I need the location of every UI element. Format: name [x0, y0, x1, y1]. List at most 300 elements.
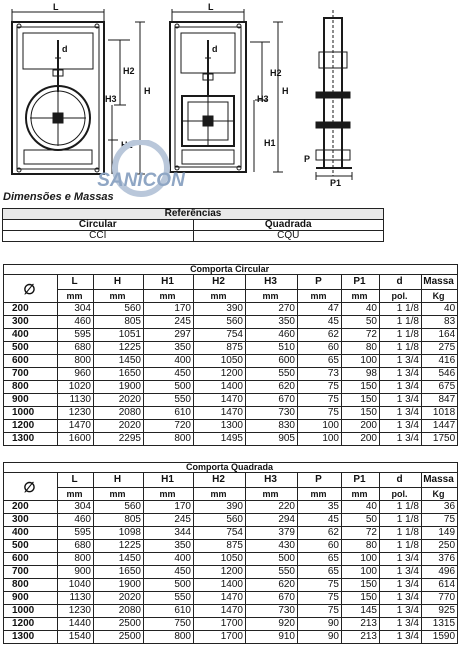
table-cell: 1470 — [194, 605, 246, 618]
table-cell: 90 — [298, 618, 342, 631]
square-column-header: H2 — [194, 473, 246, 488]
table-row — [4, 527, 458, 540]
references-table — [2, 208, 384, 242]
table-cell: 1470 — [194, 394, 246, 407]
table-cell: 2080 — [94, 605, 144, 618]
table-cell: 1400 — [194, 579, 246, 592]
table-cell: 75 — [298, 605, 342, 618]
table-cell: 800 — [58, 553, 94, 566]
table-cell: 1225 — [94, 342, 144, 355]
table-row — [4, 433, 458, 446]
table-cell: 1230 — [58, 407, 94, 420]
table-cell: 847 — [422, 394, 458, 407]
table-cell: 62 — [298, 527, 342, 540]
table-cell: 1700 — [194, 618, 246, 631]
table-cell: 50 — [342, 316, 380, 329]
table-cell: 1650 — [94, 566, 144, 579]
table-cell: 1450 — [94, 553, 144, 566]
table-cell: 1540 — [58, 631, 94, 644]
nominal-diameter-cell: 600 — [4, 553, 58, 566]
reference-label-circular: Circular — [3, 220, 194, 231]
square-column-header: P — [298, 473, 342, 488]
nominal-diameter-cell: 1200 — [4, 618, 58, 631]
table-cell: 350 — [144, 342, 194, 355]
table-cell: 35 — [298, 501, 342, 514]
table-cell: 560 — [194, 514, 246, 527]
table-cell: 1 1/8 — [380, 303, 422, 316]
table-cell: 2080 — [94, 407, 144, 420]
table-cell: 75 — [298, 394, 342, 407]
circular-column-header: P1 — [342, 275, 380, 290]
table-cell: 610 — [144, 407, 194, 420]
table-cell: 2020 — [94, 420, 144, 433]
table-cell: 72 — [342, 527, 380, 540]
circular-column-header: H2 — [194, 275, 246, 290]
nominal-diameter-cell: 600 — [4, 355, 58, 368]
table-cell: 2500 — [94, 618, 144, 631]
table-cell: 750 — [144, 618, 194, 631]
nominal-diameter-cell: 500 — [4, 342, 58, 355]
table-cell: 546 — [422, 368, 458, 381]
reference-code-square: CQU — [193, 231, 384, 242]
nominal-diameter-cell: 200 — [4, 303, 58, 316]
dim-label-P: P — [304, 154, 311, 164]
table-cell: 1018 — [422, 407, 458, 420]
square-table-caption: Comporta Quadrada — [4, 463, 458, 473]
table-cell: 45 — [298, 514, 342, 527]
table-cell: 1020 — [58, 381, 94, 394]
table-cell: 754 — [194, 329, 246, 342]
table-cell: 98 — [342, 368, 380, 381]
table-cell: 1 1/8 — [380, 342, 422, 355]
nominal-diameter-cell: 1000 — [4, 605, 58, 618]
circular-unit-cell: mm — [194, 290, 246, 303]
table-cell: 150 — [342, 381, 380, 394]
dim-label-P1: P1 — [330, 178, 342, 188]
circular-unit-cell: Kg — [422, 290, 458, 303]
table-row — [4, 631, 458, 644]
square-unit-cell: mm — [342, 488, 380, 501]
nominal-diameter-cell: 1000 — [4, 407, 58, 420]
table-cell: 213 — [342, 631, 380, 644]
nominal-diameter-cell: 400 — [4, 527, 58, 540]
table-cell: 1 1/8 — [380, 514, 422, 527]
table-cell: 560 — [94, 303, 144, 316]
table-cell: 390 — [194, 501, 246, 514]
table-cell: 680 — [58, 342, 94, 355]
dim-label-H1-square: H1 — [264, 138, 276, 148]
table-cell: 805 — [94, 316, 144, 329]
table-row — [4, 329, 458, 342]
nominal-diameter-cell: 300 — [4, 316, 58, 329]
square-table-body — [4, 501, 458, 644]
table-row — [4, 618, 458, 631]
reference-code-circular: CCI — [3, 231, 194, 242]
table-cell: 150 — [342, 579, 380, 592]
table-cell: 1590 — [422, 631, 458, 644]
square-unit-cell: Kg — [422, 488, 458, 501]
table-cell: 297 — [144, 329, 194, 342]
table-cell: 1200 — [194, 368, 246, 381]
table-cell: 170 — [144, 303, 194, 316]
square-column-header: H — [94, 473, 144, 488]
table-cell: 75 — [298, 407, 342, 420]
table-cell: 560 — [194, 316, 246, 329]
table-cell: 730 — [246, 605, 298, 618]
table-cell: 40 — [342, 303, 380, 316]
table-cell: 150 — [342, 592, 380, 605]
square-column-header: H1 — [144, 473, 194, 488]
table-cell: 910 — [246, 631, 298, 644]
nominal-diameter-cell: 700 — [4, 368, 58, 381]
square-unit-cell: mm — [246, 488, 298, 501]
table-cell: 164 — [422, 329, 458, 342]
table-cell: 75 — [298, 592, 342, 605]
circular-column-header: Massa — [422, 275, 458, 290]
table-cell: 670 — [246, 592, 298, 605]
nominal-diameter-cell: 900 — [4, 394, 58, 407]
references-title: Referências — [3, 209, 384, 220]
square-column-header: P1 — [342, 473, 380, 488]
table-cell: 875 — [194, 342, 246, 355]
table-cell: 100 — [298, 420, 342, 433]
table-cell: 1440 — [58, 618, 94, 631]
table-cell: 1098 — [94, 527, 144, 540]
table-cell: 600 — [246, 355, 298, 368]
table-cell: 2020 — [94, 592, 144, 605]
circular-diameter-header: ∅ — [4, 275, 58, 303]
nominal-diameter-cell: 1300 — [4, 631, 58, 644]
table-cell: 294 — [246, 514, 298, 527]
table-cell: 1 1/8 — [380, 316, 422, 329]
table-cell: 830 — [246, 420, 298, 433]
dim-label-d: d — [62, 44, 68, 54]
table-cell: 100 — [342, 355, 380, 368]
table-cell: 550 — [246, 566, 298, 579]
table-cell: 2295 — [94, 433, 144, 446]
table-row — [4, 394, 458, 407]
table-cell: 100 — [298, 433, 342, 446]
dim-label-H2: H2 — [123, 66, 135, 76]
square-column-header: d — [380, 473, 422, 488]
table-cell: 416 — [422, 355, 458, 368]
circular-header-row — [4, 275, 458, 290]
table-cell: 620 — [246, 579, 298, 592]
table-cell: 875 — [194, 540, 246, 553]
table-cell: 770 — [422, 592, 458, 605]
dim-label-d-square: d — [212, 44, 218, 54]
table-cell: 960 — [58, 368, 94, 381]
table-row — [4, 566, 458, 579]
table-cell: 350 — [246, 316, 298, 329]
table-cell: 304 — [58, 303, 94, 316]
nominal-diameter-cell: 400 — [4, 329, 58, 342]
circular-column-header: H — [94, 275, 144, 290]
square-unit-cell: mm — [94, 488, 144, 501]
square-gate-table — [3, 462, 458, 644]
table-cell: 75 — [298, 579, 342, 592]
table-cell: 560 — [94, 501, 144, 514]
nominal-diameter-cell: 800 — [4, 381, 58, 394]
table-cell: 73 — [298, 368, 342, 381]
table-cell: 1 1/8 — [380, 501, 422, 514]
circular-table-caption: Comporta Circular — [4, 265, 458, 275]
dim-label-H3: H3 — [105, 94, 117, 104]
technical-drawings — [0, 0, 460, 190]
table-cell: 1225 — [94, 540, 144, 553]
table-cell: 379 — [246, 527, 298, 540]
table-row — [4, 303, 458, 316]
table-cell: 1 3/4 — [380, 368, 422, 381]
table-cell: 1400 — [194, 381, 246, 394]
square-column-header: Massa — [422, 473, 458, 488]
table-cell: 47 — [298, 303, 342, 316]
table-cell: 80 — [342, 540, 380, 553]
dim-label-H2-square: H2 — [270, 68, 282, 78]
table-cell: 350 — [144, 540, 194, 553]
table-cell: 1470 — [58, 420, 94, 433]
section-title: Dimensões e Massas — [3, 191, 114, 203]
circular-unit-cell: mm — [246, 290, 298, 303]
table-cell: 40 — [422, 303, 458, 316]
table-cell: 75 — [298, 381, 342, 394]
nominal-diameter-cell: 900 — [4, 592, 58, 605]
table-cell: 1 3/4 — [380, 605, 422, 618]
table-cell: 595 — [58, 527, 94, 540]
table-cell: 1 1/8 — [380, 527, 422, 540]
square-unit-cell: mm — [58, 488, 94, 501]
table-cell: 460 — [58, 316, 94, 329]
table-cell: 1 3/4 — [380, 618, 422, 631]
table-cell: 150 — [342, 407, 380, 420]
table-cell: 75 — [422, 514, 458, 527]
table-cell: 304 — [58, 501, 94, 514]
table-cell: 900 — [58, 566, 94, 579]
reference-label-square: Quadrada — [193, 220, 384, 231]
square-header-row — [4, 473, 458, 488]
nominal-diameter-cell: 800 — [4, 579, 58, 592]
table-cell: 720 — [144, 420, 194, 433]
table-cell: 500 — [144, 579, 194, 592]
table-cell: 1130 — [58, 394, 94, 407]
table-cell: 344 — [144, 527, 194, 540]
table-cell: 2500 — [94, 631, 144, 644]
square-unit-cell: mm — [144, 488, 194, 501]
table-cell: 65 — [298, 566, 342, 579]
table-cell: 40 — [342, 501, 380, 514]
table-cell: 450 — [144, 566, 194, 579]
table-cell: 80 — [342, 342, 380, 355]
square-column-header: L — [58, 473, 94, 488]
table-cell: 72 — [342, 329, 380, 342]
table-cell: 1495 — [194, 433, 246, 446]
table-cell: 730 — [246, 407, 298, 420]
table-cell: 905 — [246, 433, 298, 446]
table-row — [4, 553, 458, 566]
table-cell: 1 3/4 — [380, 592, 422, 605]
table-cell: 1300 — [194, 420, 246, 433]
circular-table-body — [4, 303, 458, 446]
circular-unit-cell: pol. — [380, 290, 422, 303]
circular-column-header: P — [298, 275, 342, 290]
table-cell: 145 — [342, 605, 380, 618]
circular-gate-table — [3, 264, 458, 446]
table-cell: 275 — [422, 342, 458, 355]
table-cell: 45 — [298, 316, 342, 329]
table-cell: 83 — [422, 316, 458, 329]
table-row — [4, 355, 458, 368]
table-cell: 270 — [246, 303, 298, 316]
square-diameter-header: ∅ — [4, 473, 58, 501]
table-cell: 200 — [342, 433, 380, 446]
table-row — [4, 368, 458, 381]
table-row — [4, 407, 458, 420]
nominal-diameter-cell: 700 — [4, 566, 58, 579]
table-cell: 1051 — [94, 329, 144, 342]
table-cell: 500 — [246, 553, 298, 566]
circular-unit-cell: mm — [342, 290, 380, 303]
table-cell: 1650 — [94, 368, 144, 381]
table-cell: 245 — [144, 316, 194, 329]
table-cell: 1 3/4 — [380, 579, 422, 592]
table-cell: 1600 — [58, 433, 94, 446]
table-cell: 1 1/8 — [380, 540, 422, 553]
table-cell: 65 — [298, 355, 342, 368]
circular-column-header: L — [58, 275, 94, 290]
dim-label-L: L — [53, 2, 59, 12]
table-cell: 100 — [342, 553, 380, 566]
table-cell: 400 — [144, 553, 194, 566]
circular-unit-cell: mm — [298, 290, 342, 303]
table-row — [4, 381, 458, 394]
table-cell: 620 — [246, 381, 298, 394]
table-cell: 1 1/8 — [380, 329, 422, 342]
table-cell: 496 — [422, 566, 458, 579]
square-column-header: H3 — [246, 473, 298, 488]
table-cell: 390 — [194, 303, 246, 316]
table-cell: 460 — [58, 514, 94, 527]
table-cell: 510 — [246, 342, 298, 355]
nominal-diameter-cell: 200 — [4, 501, 58, 514]
table-cell: 550 — [144, 394, 194, 407]
square-unit-cell: mm — [194, 488, 246, 501]
table-cell: 595 — [58, 329, 94, 342]
drawings-svg — [0, 0, 460, 190]
nominal-diameter-cell: 1200 — [4, 420, 58, 433]
table-cell: 60 — [298, 342, 342, 355]
table-cell: 245 — [144, 514, 194, 527]
table-cell: 400 — [144, 355, 194, 368]
square-unit-row — [4, 488, 458, 501]
table-cell: 1230 — [58, 605, 94, 618]
table-cell: 100 — [342, 566, 380, 579]
table-cell: 376 — [422, 553, 458, 566]
table-cell: 925 — [422, 605, 458, 618]
circular-unit-cell: mm — [58, 290, 94, 303]
table-cell: 450 — [144, 368, 194, 381]
dim-label-H-square: H — [282, 86, 289, 96]
table-cell: 1700 — [194, 631, 246, 644]
table-cell: 50 — [342, 514, 380, 527]
nominal-diameter-cell: 500 — [4, 540, 58, 553]
table-cell: 149 — [422, 527, 458, 540]
table-cell: 1 3/4 — [380, 553, 422, 566]
table-row — [4, 501, 458, 514]
table-cell: 920 — [246, 618, 298, 631]
table-row — [4, 514, 458, 527]
table-row — [4, 579, 458, 592]
table-cell: 1050 — [194, 355, 246, 368]
table-cell: 430 — [246, 540, 298, 553]
nominal-diameter-cell: 300 — [4, 514, 58, 527]
table-cell: 65 — [298, 553, 342, 566]
table-cell: 1315 — [422, 618, 458, 631]
table-cell: 800 — [58, 355, 94, 368]
table-cell: 1200 — [194, 566, 246, 579]
table-cell: 62 — [298, 329, 342, 342]
circular-unit-cell: mm — [144, 290, 194, 303]
table-cell: 805 — [94, 514, 144, 527]
table-cell: 1 3/4 — [380, 381, 422, 394]
table-cell: 1130 — [58, 592, 94, 605]
table-cell: 213 — [342, 618, 380, 631]
watermark-text: SANICON — [97, 170, 185, 191]
table-cell: 1 3/4 — [380, 407, 422, 420]
circular-column-header: d — [380, 275, 422, 290]
table-cell: 1 3/4 — [380, 355, 422, 368]
table-cell: 670 — [246, 394, 298, 407]
table-row — [4, 316, 458, 329]
table-cell: 1040 — [58, 579, 94, 592]
table-cell: 1050 — [194, 553, 246, 566]
dim-label-L-square: L — [208, 2, 214, 12]
table-cell: 610 — [144, 605, 194, 618]
table-cell: 1750 — [422, 433, 458, 446]
table-cell: 220 — [246, 501, 298, 514]
table-cell: 36 — [422, 501, 458, 514]
table-cell: 1 3/4 — [380, 631, 422, 644]
table-cell: 800 — [144, 433, 194, 446]
square-unit-cell: pol. — [380, 488, 422, 501]
square-unit-cell: mm — [298, 488, 342, 501]
circular-unit-row — [4, 290, 458, 303]
table-cell: 90 — [298, 631, 342, 644]
table-cell: 1470 — [194, 407, 246, 420]
table-cell: 1900 — [94, 579, 144, 592]
table-cell: 200 — [342, 420, 380, 433]
table-cell: 550 — [246, 368, 298, 381]
dim-label-H1: H1 — [121, 140, 133, 150]
table-row — [4, 342, 458, 355]
table-cell: 1450 — [94, 355, 144, 368]
table-row — [4, 540, 458, 553]
table-cell: 460 — [246, 329, 298, 342]
side-view-drawing — [316, 10, 352, 180]
table-cell: 60 — [298, 540, 342, 553]
table-cell: 250 — [422, 540, 458, 553]
table-cell: 754 — [194, 527, 246, 540]
table-cell: 675 — [422, 381, 458, 394]
table-cell: 1900 — [94, 381, 144, 394]
table-row — [4, 420, 458, 433]
table-cell: 1470 — [194, 592, 246, 605]
table-cell: 1 3/4 — [380, 566, 422, 579]
table-row — [4, 605, 458, 618]
table-cell: 800 — [144, 631, 194, 644]
table-cell: 150 — [342, 394, 380, 407]
table-cell: 1 3/4 — [380, 420, 422, 433]
table-cell: 170 — [144, 501, 194, 514]
